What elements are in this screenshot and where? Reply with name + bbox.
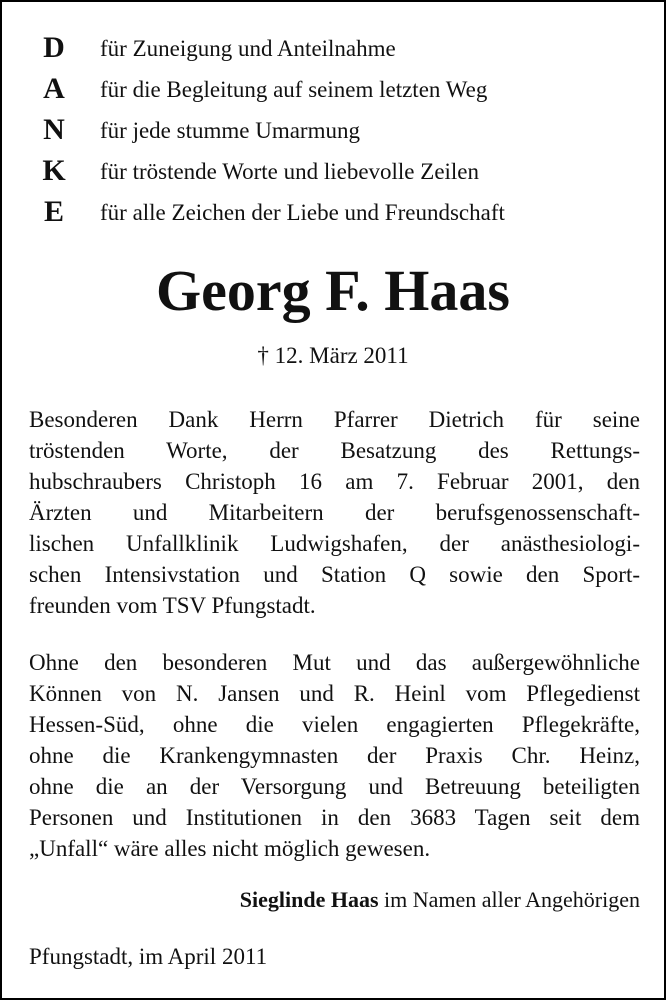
text-line: Ohne den besonderen Mut und das außergewöhnliche: [29, 650, 640, 675]
danke-row: [38, 151, 638, 192]
danke-text: für alle Zeichen der Liebe und Freundschaft: [100, 200, 505, 225]
text-line: ohne die an der Versorgung und Betreuung beteiligten: [29, 774, 640, 799]
signature: [240, 885, 640, 915]
death-date: † 12. März 2011: [257, 343, 409, 368]
text-line: schen Intensivstation und Station Q sowie den Sport-: [29, 562, 640, 587]
danke-letter: A: [43, 72, 65, 105]
care-paragraph: [29, 647, 640, 864]
text-line: Können von N. Jansen und R. Heinl vom Pflegedienst: [29, 681, 640, 706]
text-line: freunden vom TSV Pfungstadt.: [29, 593, 316, 618]
text-line: Personen und Institutionen in den 3683 Tagen seit dem: [29, 805, 640, 830]
danke-row: [38, 69, 638, 110]
danke-letter: E: [43, 195, 64, 228]
deceased-name: Georg F. Haas: [156, 258, 510, 323]
danke-list: [38, 28, 638, 233]
text-line: hubschraubers Christoph 16 am 7. Februar 2001, den: [29, 469, 640, 494]
thanks-paragraph: [29, 404, 640, 621]
signature-suffix: im Namen aller Angehörigen: [384, 887, 640, 912]
text-line: lischen Unfallklinik Ludwigshafen, der anästhesiologi-: [29, 531, 640, 556]
danke-row: [38, 110, 638, 151]
danke-row: [38, 192, 638, 233]
danke-text: für jede stumme Umarmung: [100, 118, 360, 143]
text-line: „Unfall“ wäre alles nicht möglich gewesen.: [29, 836, 431, 861]
danke-text: für tröstende Worte und liebevolle Zeilen: [100, 159, 480, 184]
text-line: Ärzten und Mitarbeitern der berufsgenossenschaft-: [29, 500, 640, 525]
danke-row: [38, 28, 638, 69]
danke-text: für Zuneigung und Anteilnahme: [100, 36, 396, 61]
danke-text: für die Begleitung auf seinem letzten Weg: [100, 77, 488, 102]
danke-letter: K: [42, 154, 66, 187]
text-line: tröstenden Worte, der Besatzung des Rettungs-: [29, 438, 640, 463]
place-date: Pfungstadt, im April 2011: [29, 944, 268, 969]
signature-name: Sieglinde Haas: [239, 887, 379, 912]
text-line: Hessen-Süd, ohne die vielen engagierten Pflegekräfte,: [29, 712, 640, 737]
text-line: ohne die Krankengymnasten der Praxis Chr. Heinz,: [29, 743, 640, 768]
danke-letter: N: [43, 113, 65, 146]
danke-letter: D: [43, 31, 65, 64]
text-line: Besonderen Dank Herrn Pfarrer Dietrich für seine: [29, 407, 640, 432]
